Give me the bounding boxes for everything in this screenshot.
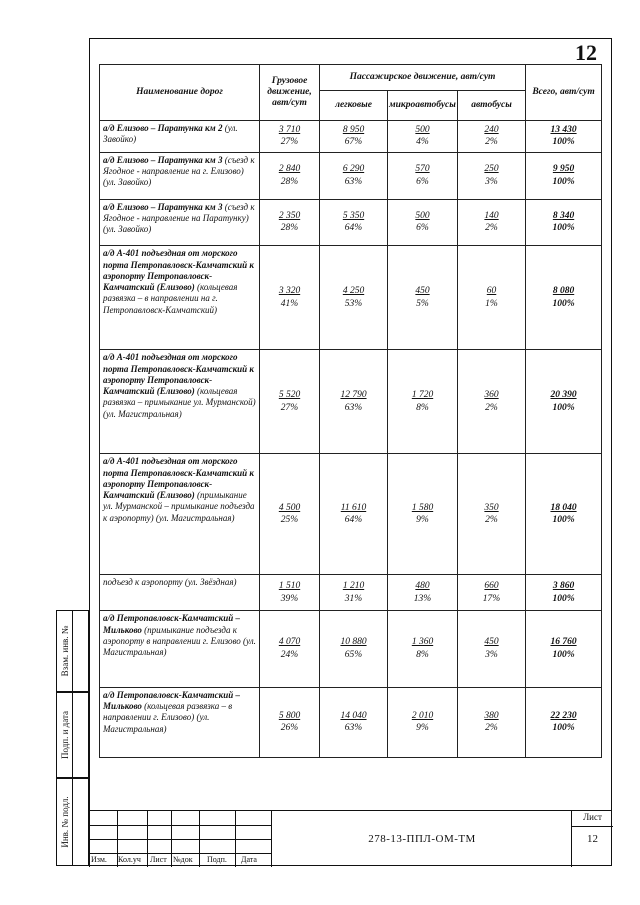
cars-cell-value: 11 610: [340, 502, 367, 513]
cars-cell-percent: 64%: [344, 223, 363, 234]
road-name-detail: (примыкание ул. Мурманской – примыкание подъезда к аэропорту) (ул. Магистральная): [103, 490, 255, 523]
road-name: [100, 121, 260, 153]
truck-cell: [260, 454, 320, 575]
bus-cell-percent: 3%: [485, 650, 498, 661]
bus-cell-value: 240: [484, 124, 499, 135]
cars-cell-percent: 64%: [344, 515, 363, 526]
table-row: [100, 687, 602, 757]
truck-cell: [260, 611, 320, 687]
minibus-cell-value: 1 720: [411, 389, 434, 400]
bus-cell: [458, 199, 526, 246]
total-cell: [526, 350, 602, 454]
minibus-cell-percent: 5%: [416, 298, 429, 309]
total-cell: [526, 611, 602, 687]
total-cell-percent: 100%: [552, 402, 575, 413]
truck-cell-value: 5 800: [278, 710, 301, 721]
road-name: [100, 152, 260, 199]
truck-cell-percent: 24%: [280, 650, 299, 661]
bus-cell-value: 660: [484, 581, 499, 592]
minibus-cell: [388, 121, 458, 153]
header-cars: легковые: [320, 91, 388, 121]
bus-cell: [458, 611, 526, 687]
bus-cell: [458, 575, 526, 611]
road-name-detail: (ул. Завойко): [103, 123, 238, 145]
bus-cell: [458, 246, 526, 350]
cars-cell-value: 12 790: [340, 389, 367, 400]
total-cell: [526, 246, 602, 350]
cars-cell: [320, 454, 388, 575]
bus-cell-value: 450: [484, 637, 499, 648]
truck-cell-percent: 27%: [280, 137, 299, 148]
total-cell-percent: 100%: [552, 137, 575, 148]
total-cell-value: 16 760: [550, 637, 577, 648]
total-cell: [526, 199, 602, 246]
sheet-number: 12: [587, 833, 598, 845]
header-passenger: Пассажирское движение, авт/сут: [320, 65, 526, 91]
road-name-detail: (съезд к Ягодное - направление на Паратунку) (ул. Завойко): [103, 201, 255, 235]
title-block-grid: [89, 811, 271, 867]
traffic-table: [99, 64, 602, 758]
header-name: Наименование дорог: [100, 65, 260, 121]
truck-cell-value: 5 520: [278, 389, 301, 400]
bus-cell-value: 350: [484, 502, 499, 513]
cars-cell-percent: 63%: [344, 176, 363, 187]
side-inv-zam-field: [73, 610, 89, 692]
road-name: [100, 454, 260, 575]
total-cell: [526, 575, 602, 611]
bus-cell-percent: 2%: [485, 137, 498, 148]
minibus-cell: [388, 350, 458, 454]
table-row: [100, 575, 602, 611]
road-name: [100, 575, 260, 611]
minibus-cell-value: 450: [415, 285, 430, 296]
truck-cell-value: 4 070: [278, 637, 301, 648]
bus-cell: [458, 454, 526, 575]
cars-cell-percent: 63%: [344, 723, 363, 734]
minibus-cell-percent: 13%: [413, 593, 432, 604]
minibus-cell-value: 500: [415, 124, 430, 135]
minibus-cell-value: 480: [415, 581, 430, 592]
road-name: [100, 199, 260, 246]
tb-label-ndok: №док: [173, 855, 193, 864]
road-name-bold: а/д А-401 подъездная от морского порта Петропавловск-Камчатский к аэропорту Петропавловск-Камчатский (Елизово): [103, 248, 254, 292]
bus-cell-value: 60: [486, 285, 497, 296]
bus-cell-percent: 2%: [485, 223, 498, 234]
truck-cell: [260, 350, 320, 454]
tb-label-podp: Подп.: [207, 855, 227, 864]
cars-cell-percent: 53%: [344, 298, 363, 309]
truck-cell: [260, 121, 320, 153]
cars-cell-value: 10 880: [340, 637, 367, 648]
bus-cell-value: 140: [484, 210, 499, 221]
road-name-bold: а/д А-401 подъездная от морского порта Петропавловск-Камчатский к аэропорту Петропавловск-Камчатский (Елизово): [103, 352, 254, 397]
total-cell-percent: 100%: [552, 223, 575, 234]
sheet-box: [571, 811, 613, 867]
total-cell-value: 8 340: [552, 210, 575, 221]
cars-cell-value: 14 040: [340, 710, 367, 721]
total-cell-value: 8 080: [552, 285, 575, 296]
cars-cell: [320, 246, 388, 350]
minibus-cell-percent: 8%: [416, 650, 429, 661]
cars-cell-value: 8 950: [342, 124, 365, 135]
truck-cell-value: 3 320: [278, 285, 301, 296]
truck-cell-percent: 28%: [280, 223, 299, 234]
cars-cell-percent: 67%: [344, 137, 363, 148]
cars-cell-value: 4 250: [342, 285, 365, 296]
side-inv-podl: Инв. № подл.: [56, 778, 73, 866]
side-podp-data: Подп. и дата: [56, 692, 73, 778]
minibus-cell-percent: 8%: [416, 402, 429, 413]
bus-cell-value: 250: [484, 163, 499, 174]
road-name: [100, 687, 260, 757]
minibus-cell: [388, 687, 458, 757]
road-name-detail: (примыкание подъезда к аэропорту в направлении г. Елизово (ул. Магистральная): [103, 624, 256, 658]
road-name-detail: (кольцевая развязка – в направлении г. Елизово) (ул. Магистральная): [103, 701, 233, 734]
total-cell: [526, 152, 602, 199]
minibus-cell: [388, 454, 458, 575]
truck-cell-value: 3 710: [278, 124, 301, 135]
header-minibus: микроавтобусы: [388, 91, 458, 121]
truck-cell-percent: 28%: [280, 176, 299, 187]
total-cell-value: 3 860: [552, 581, 575, 592]
total-cell-percent: 100%: [552, 723, 575, 734]
table-row: [100, 454, 602, 575]
truck-cell-percent: 27%: [280, 402, 299, 413]
road-name-detail: (кольцевая развязка – примыкание ул. Мурманской) (ул. Магистральная): [103, 386, 256, 419]
total-cell-value: 22 230: [550, 710, 577, 721]
road-name-bold: а/д Елизово – Паратунка км 3: [103, 154, 223, 165]
total-cell-value: 18 040: [550, 502, 577, 513]
side-inv-zam: Взам. инв. №: [56, 610, 73, 692]
road-name: [100, 246, 260, 350]
minibus-cell-value: 1 360: [411, 637, 434, 648]
bus-cell: [458, 121, 526, 153]
total-cell-percent: 100%: [552, 176, 575, 187]
truck-cell: [260, 575, 320, 611]
cars-cell: [320, 350, 388, 454]
title-block: [89, 810, 612, 866]
road-name-bold: а/д Петропавловск-Камчатский – Мильково: [103, 613, 241, 635]
cars-cell: [320, 121, 388, 153]
cars-cell-value: 1 210: [342, 581, 365, 592]
bus-cell: [458, 350, 526, 454]
truck-cell-value: 4 500: [278, 502, 301, 513]
truck-cell-percent: 26%: [280, 723, 299, 734]
truck-cell-value: 2 350: [278, 210, 301, 221]
minibus-cell: [388, 246, 458, 350]
truck-cell-percent: 41%: [280, 298, 299, 309]
cars-cell: [320, 575, 388, 611]
total-cell-value: 13 430: [550, 124, 577, 135]
bus-cell-percent: 2%: [485, 723, 498, 734]
table-row: [100, 152, 602, 199]
bus-cell: [458, 152, 526, 199]
minibus-cell-value: 500: [415, 210, 430, 221]
header-total: Всего, авт/сут: [526, 65, 602, 121]
road-name-detail: (съезд к Ягодное - направление на г. Елизово) (ул. Завойко): [103, 154, 255, 188]
truck-cell-value: 1 510: [278, 581, 301, 592]
cars-cell-value: 6 290: [342, 163, 365, 174]
truck-cell: [260, 246, 320, 350]
page-number: 12: [575, 40, 597, 65]
side-inv-podl-field: [73, 778, 89, 866]
total-cell: [526, 454, 602, 575]
tb-label-data: Дата: [241, 855, 257, 864]
tb-label-izm: Изм.: [91, 855, 107, 864]
minibus-cell-percent: 9%: [416, 723, 429, 734]
table-row: [100, 121, 602, 153]
cars-cell: [320, 199, 388, 246]
bus-cell-percent: 2%: [485, 402, 498, 413]
truck-cell-percent: 25%: [280, 515, 299, 526]
road-name-bold: а/д Елизово – Паратунка км 2: [103, 123, 223, 133]
truck-cell: [260, 687, 320, 757]
total-cell-value: 20 390: [550, 389, 577, 400]
minibus-cell-value: 1 580: [411, 502, 434, 513]
header-truck: Грузовое движение, авт/сут: [260, 65, 320, 121]
bus-cell-percent: 17%: [482, 593, 501, 604]
tb-label-list: Лист: [150, 855, 167, 864]
bus-cell-value: 380: [484, 710, 499, 721]
minibus-cell: [388, 152, 458, 199]
minibus-cell: [388, 575, 458, 611]
minibus-cell: [388, 611, 458, 687]
total-cell: [526, 687, 602, 757]
minibus-cell-percent: 6%: [416, 223, 429, 234]
minibus-cell-percent: 6%: [416, 176, 429, 187]
table-row: [100, 611, 602, 687]
cars-cell-percent: 31%: [344, 593, 363, 604]
road-name-detail: подъезд к аэропорту (ул. Звёздная): [103, 577, 237, 588]
truck-cell-percent: 39%: [280, 593, 299, 604]
minibus-cell-value: 570: [415, 163, 430, 174]
road-name: [100, 350, 260, 454]
total-cell-percent: 100%: [552, 650, 575, 661]
header-bus: автобусы: [458, 91, 526, 121]
cars-cell-value: 5 350: [342, 210, 365, 221]
bus-cell-percent: 1%: [485, 298, 498, 309]
total-cell-percent: 100%: [552, 515, 575, 526]
minibus-cell: [388, 199, 458, 246]
table-row: [100, 246, 602, 350]
cars-cell: [320, 687, 388, 757]
cars-cell: [320, 152, 388, 199]
road-name-bold: а/д Петропавловск-Камчатский – Мильково: [103, 689, 241, 712]
minibus-cell-value: 2 010: [411, 710, 434, 721]
cars-cell-percent: 63%: [344, 402, 363, 413]
tb-label-kol: Кол.уч: [118, 855, 141, 864]
cars-cell-percent: 65%: [344, 650, 363, 661]
side-podp-data-field: [73, 692, 89, 778]
cars-cell: [320, 611, 388, 687]
minibus-cell-percent: 4%: [416, 137, 429, 148]
total-cell-value: 9 950: [552, 163, 575, 174]
road-name-detail: (кольцевая развязка – в направлении на г. Петропавловск-Камчатский): [103, 282, 238, 315]
bus-cell: [458, 687, 526, 757]
sheet-label: Лист: [572, 812, 613, 827]
document-code: 278-13-ППЛ-ОМ-ТМ: [271, 811, 572, 867]
road-name-bold: а/д А-401 подъездная от морского порта Петропавловск-Камчатский к аэропорту Петропавловск-Камчатский (Елизово): [103, 456, 254, 501]
bus-cell-value: 360: [484, 389, 499, 400]
total-cell-percent: 100%: [552, 298, 575, 309]
truck-cell: [260, 152, 320, 199]
total-cell: [526, 121, 602, 153]
table-row: [100, 350, 602, 454]
table-row: [100, 199, 602, 246]
truck-cell: [260, 199, 320, 246]
minibus-cell-percent: 9%: [416, 515, 429, 526]
bus-cell-percent: 2%: [485, 515, 498, 526]
road-name: [100, 611, 260, 687]
bus-cell-percent: 3%: [485, 176, 498, 187]
truck-cell-value: 2 840: [278, 163, 301, 174]
total-cell-percent: 100%: [552, 593, 575, 604]
road-name-bold: а/д Елизово – Паратунка км 3: [103, 201, 223, 212]
